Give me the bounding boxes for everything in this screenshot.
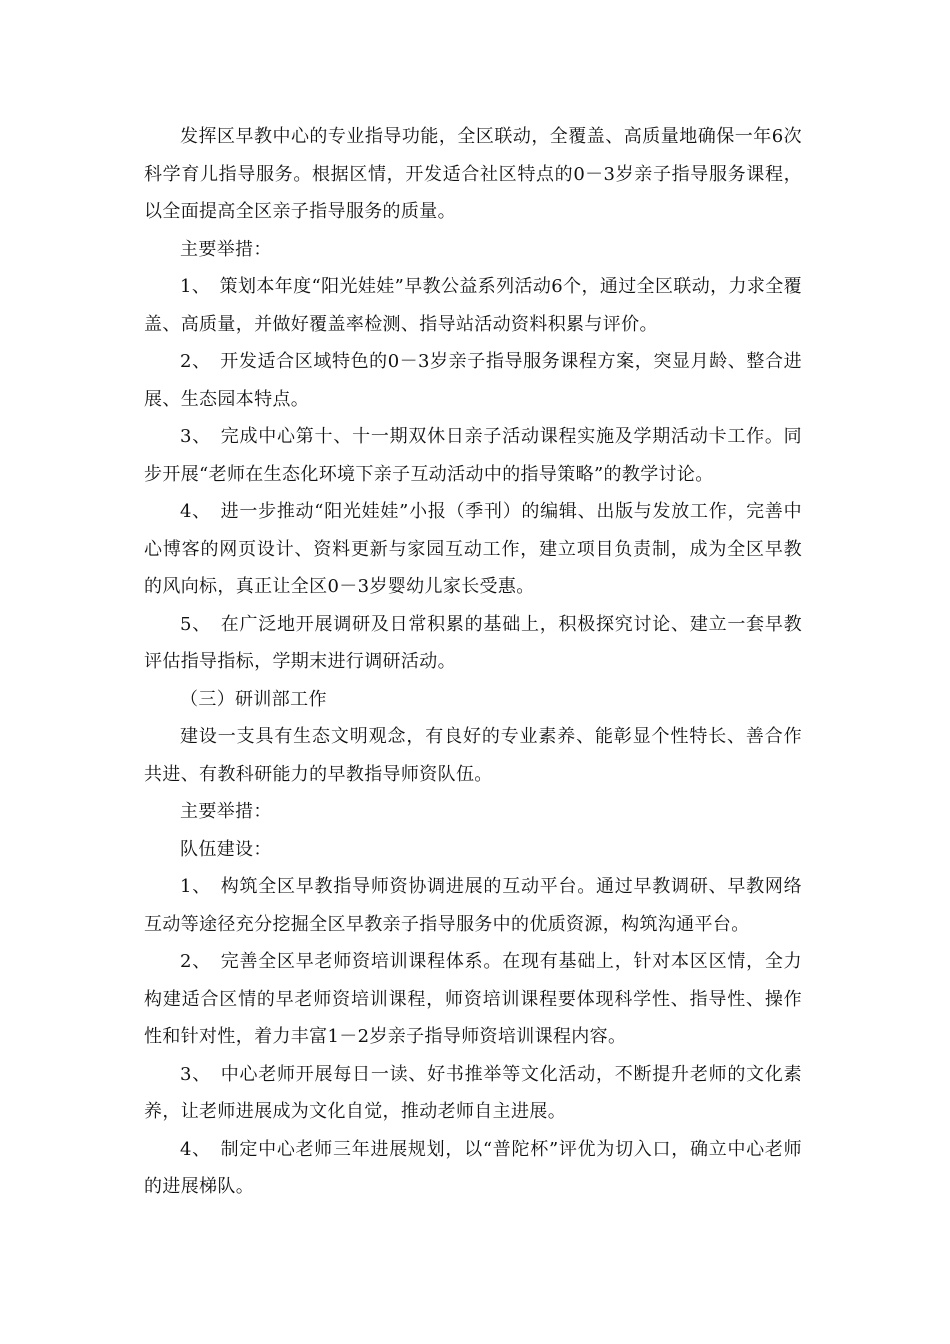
main-measures-label-2: 主要举措： [180,801,272,822]
team-item-1: 1、 构筑全区早教指导师资协调进展的互动平台。通过早教调研、早教网络互动等途径充分挖掘全区早教亲子指导服务中的优质资源，构筑沟通平台。 [144,876,802,935]
section-heading-research-training: （三）研训部工作 [180,688,327,710]
intro-paragraph: 发挥区早教中心的专业指导功能，全区联动，全覆盖、高质量地确保一年6次科学育儿指导服务。根据区情，开发适合社区特点的0－3岁亲子指导服务课程，以全面提高全区亲子指导服务的质量。 [144,126,802,222]
measure-item-2: 2、 开发适合区域特色的0－3岁亲子指导服务课程方案，突显月龄、整合进展、生态园本特点。 [144,351,802,410]
team-item-3: 3、 中心老师开展每日一读、好书推举等文化活动，不断提升老师的文化素养，让老师进展成为文化自觉，推动老师自主进展。 [144,1063,802,1122]
team-building-label: 队伍建设： [180,838,272,860]
document-body [144,118,802,1206]
measure-item-1: 1、 策划本年度“阳光娃娃”早教公益系列活动6个，通过全区联动，力求全覆盖、高质量，并做好覆盖率检测、指导站活动资料积累与评价。 [144,276,802,335]
measure-item-3: 3、 完成中心第十、十一期双休日亲子活动课程实施及学期活动卡工作。同步开展“老师在生态化环境下亲子互动活动中的指导策略”的教学讨论。 [144,426,802,485]
section-intro-paragraph: 建设一支具有生态文明观念，有良好的专业素养、能彰显个性特长、善合作共进、有教科研能力的早教指导师资队伍。 [144,726,802,785]
main-measures-label: 主要举措： [180,238,272,260]
team-item-2: 2、 完善全区早老师资培训课程体系。在现有基础上，针对本区区情，全力构建适合区情的早老师资培训课程，师资培训课程要体现科学性、指导性、操作性和针对性，着力丰富1－2岁亲子指导师资培训课程内容。 [144,951,802,1047]
measure-item-4: 4、 进一步推动“阳光娃娃”小报（季刊）的编辑、出版与发放工作，完善中心博客的网页设计、资料更新与家园互动工作，建立项目负责制，成为全区早教的风向标，真正让全区0－3岁婴幼儿家长受惠。 [144,501,802,597]
measure-item-5: 5、 在广泛地开展调研及日常积累的基础上，积极探究讨论、建立一套早教评估指导指标，学期末进行调研活动。 [144,613,802,672]
team-item-4: 4、 制定中心老师三年进展规划，以“普陀杯”评优为切入口，确立中心老师的进展梯队。 [144,1138,802,1197]
